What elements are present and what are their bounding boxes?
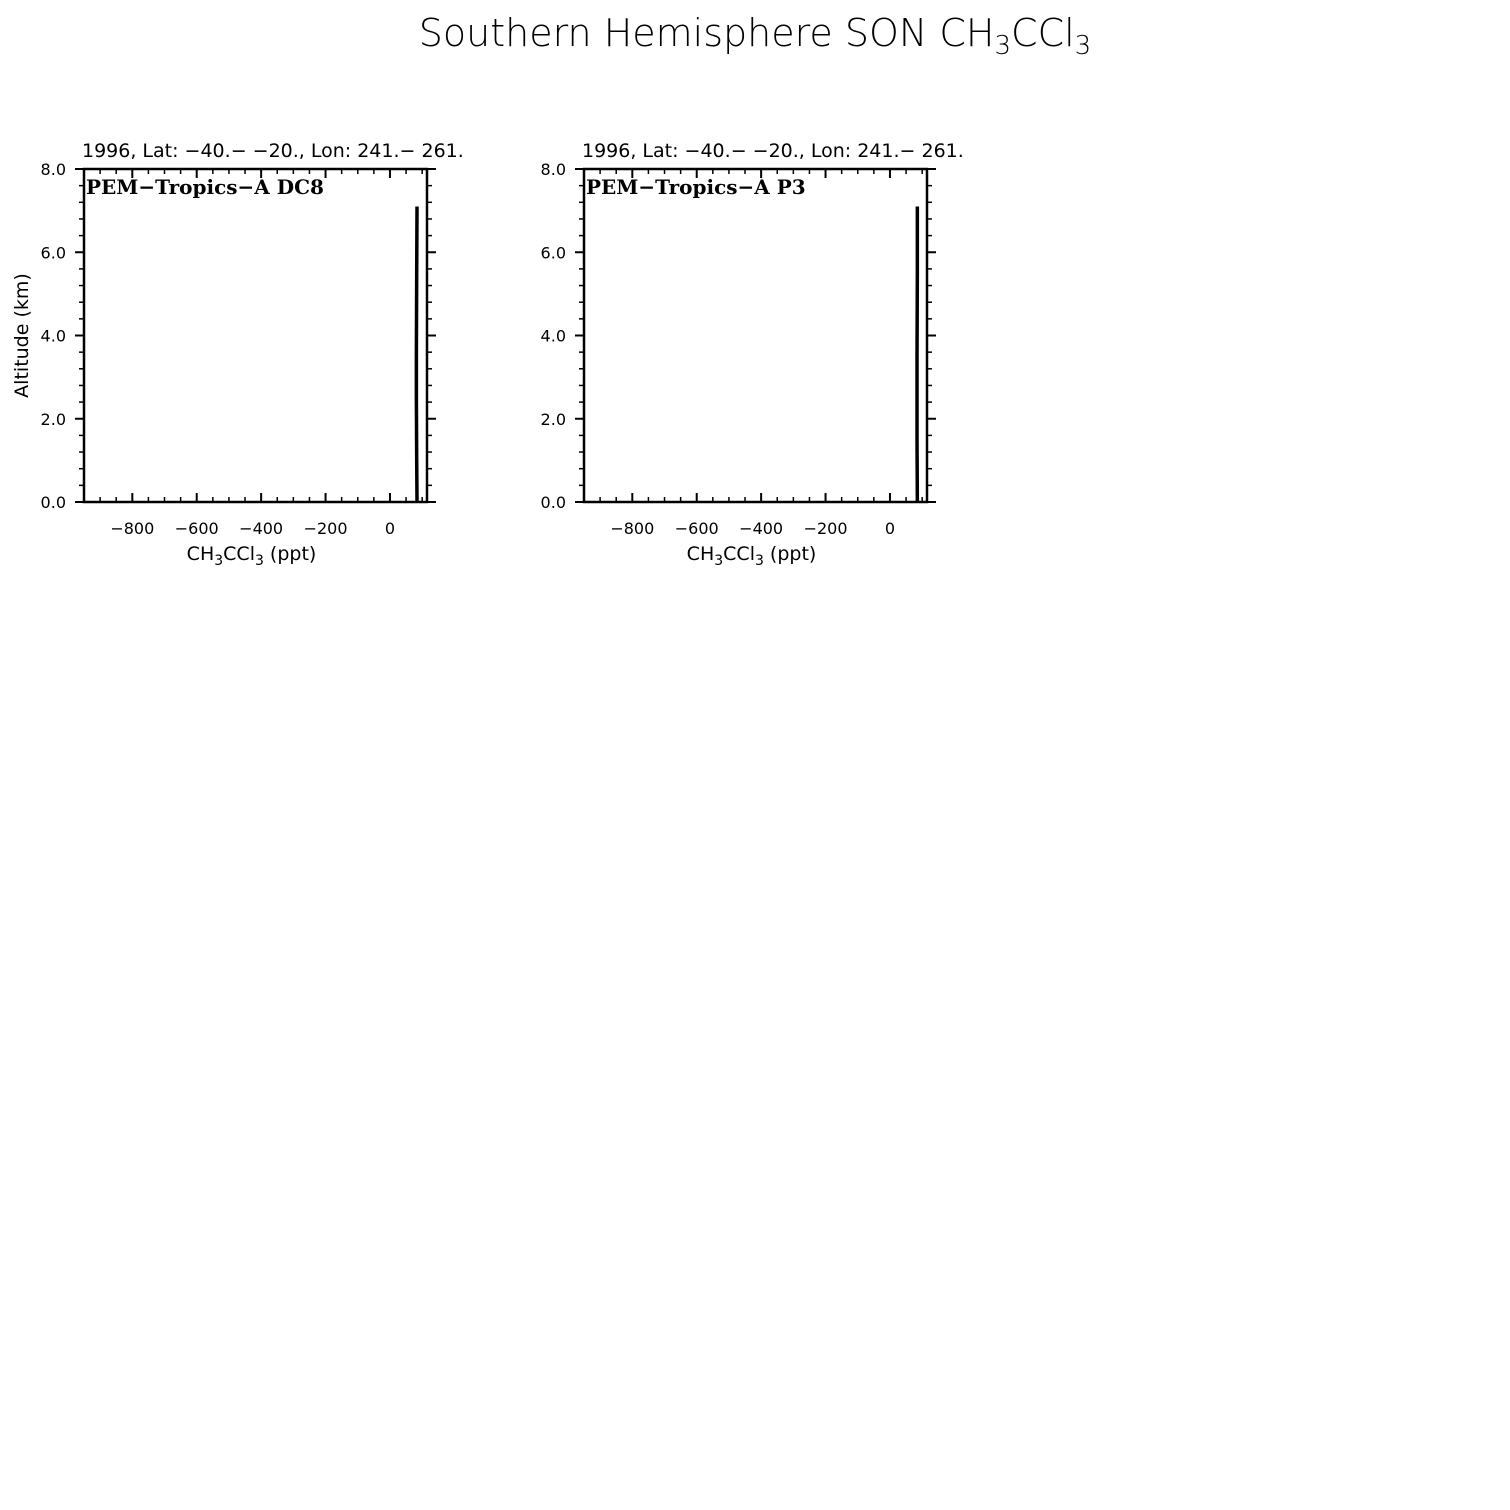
x-axis-label-main: CH: [686, 543, 715, 565]
x-tick-label: −800: [110, 519, 155, 538]
x-axis-label-sub2: 3: [754, 553, 764, 569]
x-tick-label: −400: [239, 519, 284, 538]
figure-title-sub2: 3: [1074, 31, 1092, 61]
y-tick-label: 2.0: [40, 409, 66, 429]
x-axis-label-unit: (ppt): [763, 543, 817, 565]
panel-subtitle: 1996, Lat: −40.− −20., Lon: 241.− 261.: [582, 140, 964, 162]
x-axis-label-mid: CCl: [223, 543, 255, 565]
figure-title-sub1: 3: [994, 31, 1012, 61]
x-axis-label-sub2: 3: [254, 553, 264, 569]
x-axis-label-mid: CCl: [723, 543, 755, 565]
campaign-label: PEM−Tropics−A DC8: [86, 175, 324, 199]
y-tick-label: 2.0: [540, 409, 566, 429]
y-axis-label: Altitude (km): [11, 273, 33, 398]
y-tick-label: 8.0: [40, 160, 66, 179]
y-tick-label: 0.0: [40, 493, 66, 512]
x-tick-label: −600: [674, 519, 719, 538]
x-tick-label: −200: [803, 519, 848, 538]
x-tick-label: 0: [384, 519, 396, 538]
panel-subtitle: 1996, Lat: −40.− −20., Lon: 241.− 261.: [82, 140, 464, 162]
y-tick-label: 4.0: [40, 326, 66, 346]
plot-frame: [584, 169, 927, 502]
x-axis-label: [687, 543, 817, 569]
x-axis-label-main: CH: [186, 543, 215, 565]
y-tick-label: 6.0: [540, 243, 566, 263]
chart-panel-1: [11, 140, 464, 569]
x-tick-label: −400: [739, 519, 784, 538]
x-axis-label-sub1: 3: [214, 553, 224, 569]
plot-frame: [84, 169, 427, 502]
profile-line-series-1: [416, 206, 417, 502]
x-tick-label: −600: [174, 519, 219, 538]
campaign-label: PEM−Tropics−A P3: [586, 175, 806, 199]
figure-title-mid: CCl: [1011, 11, 1075, 55]
y-tick-label: 6.0: [40, 243, 66, 263]
y-tick-label: 0.0: [540, 493, 566, 512]
y-tick-label: 4.0: [540, 326, 566, 346]
figure-title: [419, 11, 1091, 61]
chart-panel-2: [541, 140, 964, 569]
x-tick-label: 0: [884, 519, 896, 538]
x-axis-label-sub1: 3: [714, 553, 724, 569]
y-tick-label: 8.0: [540, 160, 566, 179]
figure-title-main: Southern Hemisphere SON CH: [418, 11, 995, 55]
x-tick-label: −800: [610, 519, 655, 538]
x-axis-label: [187, 543, 317, 569]
x-tick-label: −200: [303, 519, 348, 538]
x-axis-label-unit: (ppt): [263, 543, 317, 565]
